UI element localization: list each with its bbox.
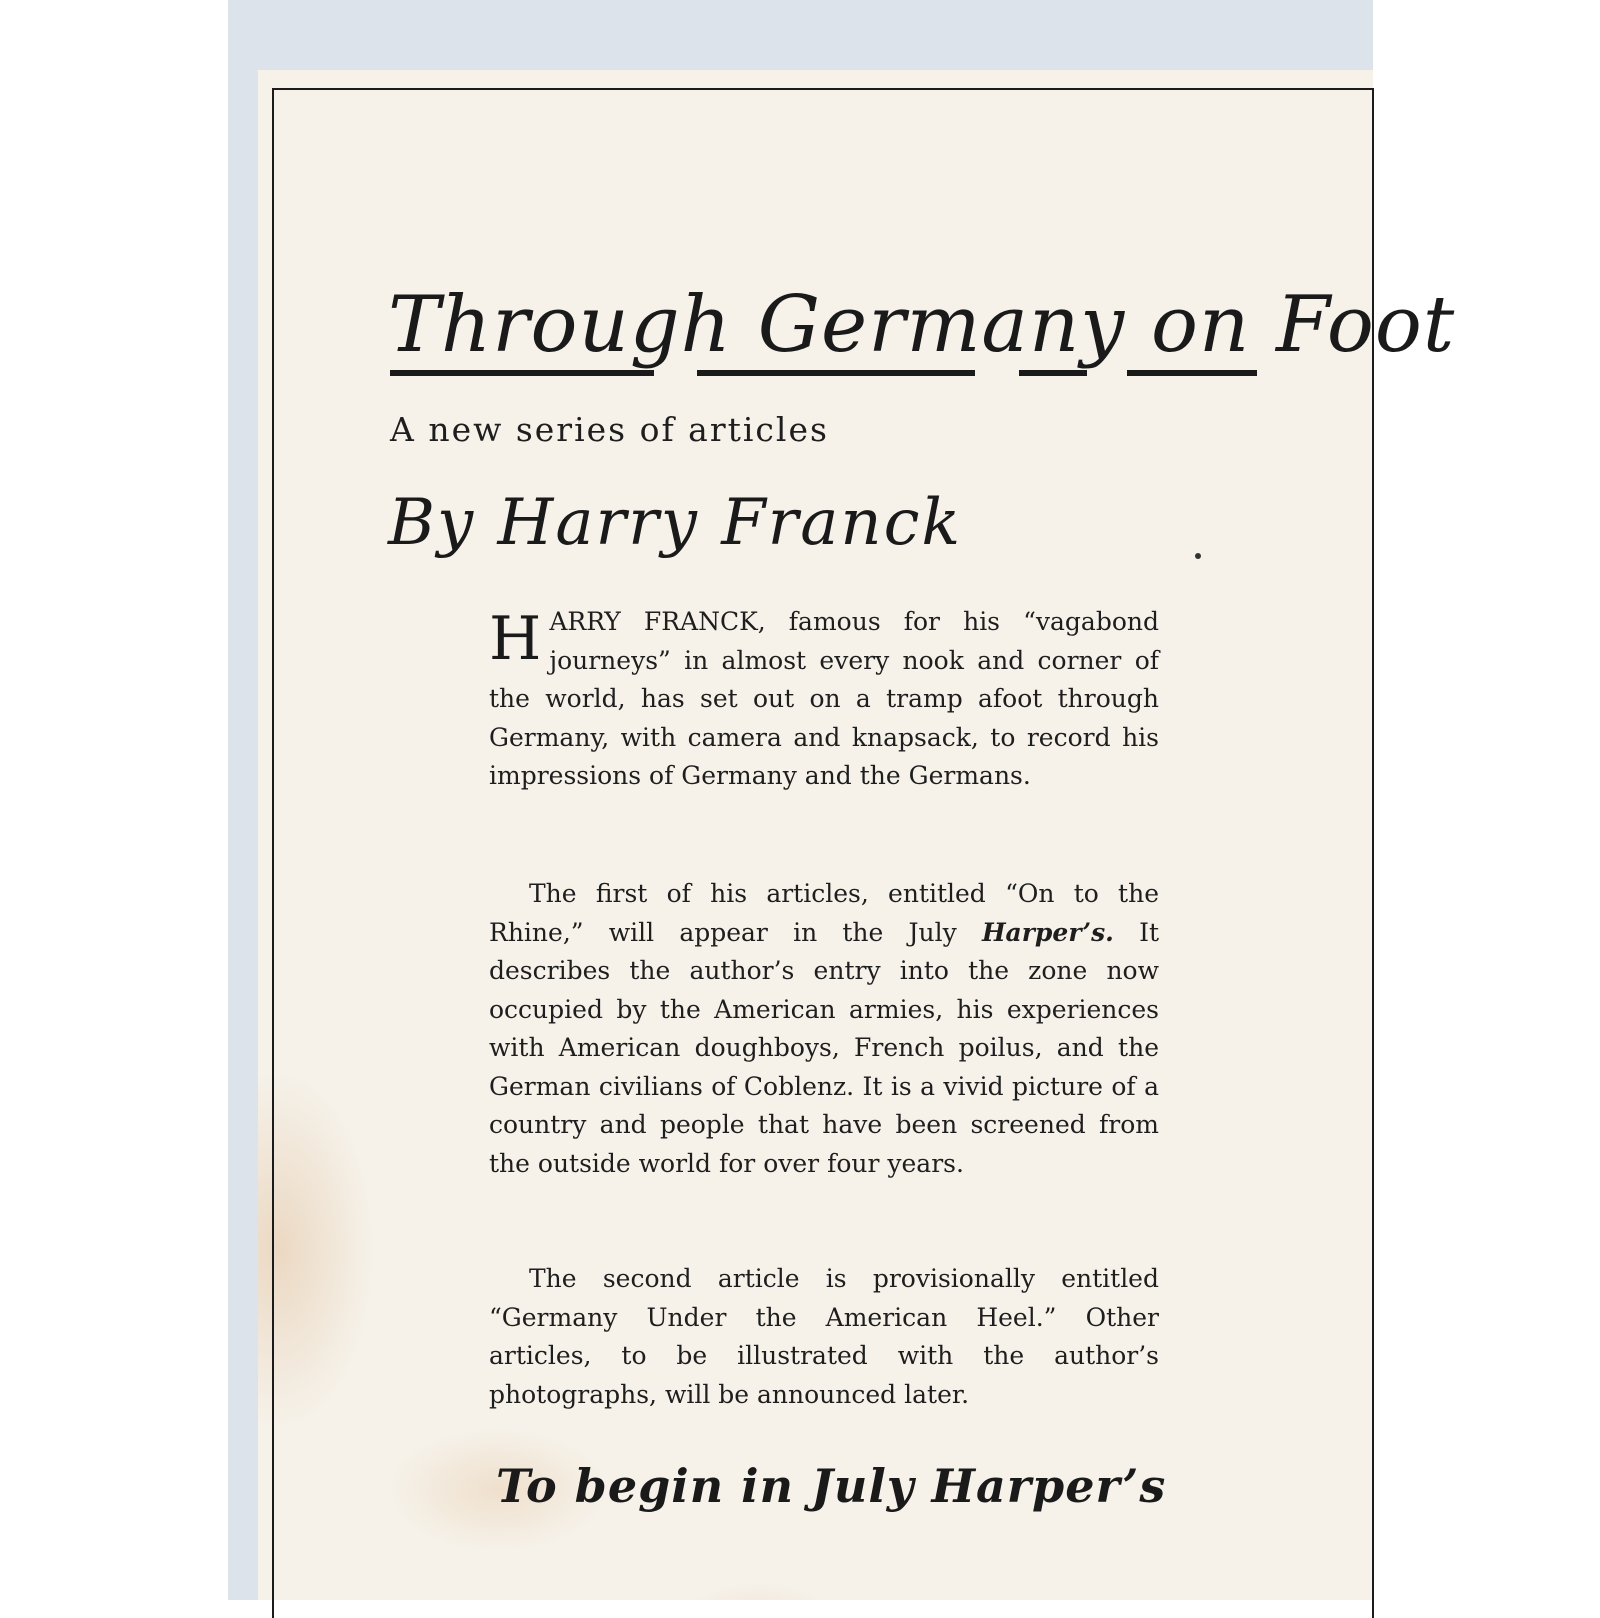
ad-subtitle: A new series of articles (390, 410, 829, 449)
paragraph-intro-text: ARRY FRANCK, famous for his “vagabond journeys” in almost every nook and corner of the world, has set out on a tramp afoot through Germany, with camera and knapsack, to record his impressions of Germany and the Germans. (489, 607, 1159, 790)
title-word-germany: Germany (757, 280, 1126, 370)
title-underline-germany (697, 370, 975, 376)
paragraph-intro (489, 603, 1159, 796)
title-word-foot: Foot (1276, 280, 1456, 370)
ad-title (388, 280, 1455, 370)
title-word-through: Through (388, 280, 732, 370)
magazine-name: Harper’s. (981, 917, 1114, 947)
title-underline-foot (1127, 370, 1257, 376)
ink-speck (1195, 553, 1201, 559)
title-word-on: on (1151, 280, 1251, 370)
paragraph-first-article-text-b: It describes the author’s entry into the zone now occupied by the American armies, his experiences with American doughboys, French poilus, and the German civilians of Coblenz. It is a vivid picture of a country and people that have been screened from the outside world for over four years. (489, 917, 1160, 1178)
paragraph-second-article: The second article is provisionally entitled “Germany Under the American Heel.” Other articles, to be illustrated with the author’s photographs, will be announced later. (489, 1264, 1159, 1409)
paragraph-first-article-text-a: The first of his articles, entitled “On to the Rhine,” will appear in the July (489, 879, 1159, 947)
title-underline-through (390, 370, 654, 376)
closing-tagline: To begin in July Harper’s (496, 1459, 1167, 1513)
title-underline-on (1019, 370, 1087, 376)
paragraph-first-article (489, 875, 1159, 1183)
drop-cap: H (489, 604, 542, 674)
author-byline: By Harry Franck (388, 486, 963, 560)
